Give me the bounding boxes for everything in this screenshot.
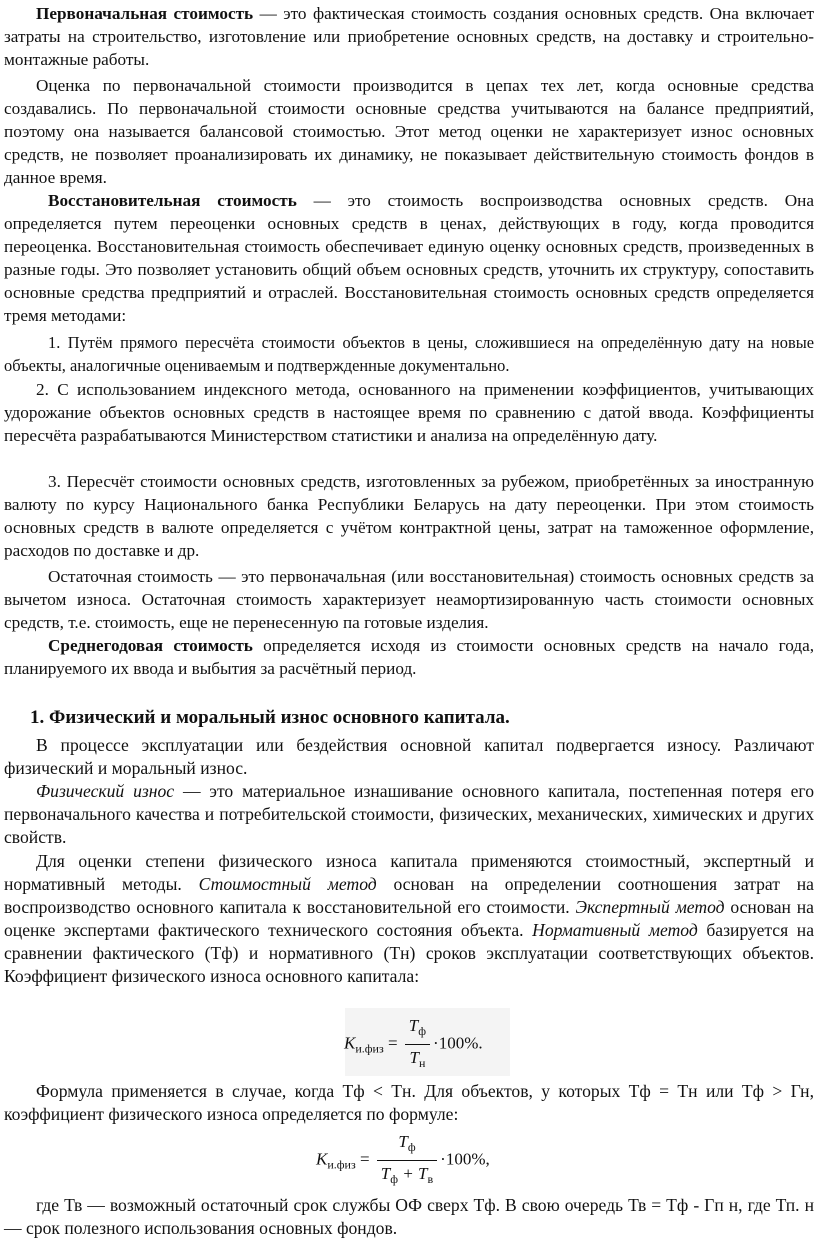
paragraph-replacement-cost: Восстановительная стоимость — это стоимость воспроизводства основных средств. Она определяется путем переоценки основных средств в ценах, действующих в году, когда проводится переоценка. Восстановительная стоимость обеспечивает единую оценку основных средств, произведенных в разные годы. Это позволяет установить общий объем основных средств, уточнить их структуру, сопоставить основные средства предприятий и отраслей. Восстановительная стоимость основных средств определяется тремя методами: [4,191,814,325]
formula-2-fraction: $\frac{T_ф}{T_ф + T_в}$ [377,1130,437,1191]
term-normative-method: Нормативный метод [532,920,698,940]
paragraph-initial-cost-evaluation: Оценка по первоначальной стоимости производится в цепах тех лет, когда основные средства создавались. По первоначальной стоимости основные средства учитываются на балансе предприятий, поэтому она называется балансовой стоимостью. Этот метод оценки не характеризует износ основных средств, не позволяет проанализировать их динамику, не показывает действительную стоимость фондов в данное время. [4,76,814,187]
term-average-annual-cost: Среднегодовая стоимость [48,636,253,655]
term-initial-cost: Первоначальная стоимость [36,4,254,23]
section-heading: 1. Физический и моральный износ основного капитала. [30,707,510,728]
paragraph-residual-cost: Остаточная стоимость — это первоначальная (или восстановительная) стоимость основных средств за вычетом износа. Остаточная стоимость характеризует неамортизированную часть стоимости основных средств, т.е. стоимость, еще не перенесенную па готовые изделия. [4,567,814,632]
term-expert-method: Экспертный метод [575,897,725,917]
method-item-3: 3. Пересчёт стоимости основных средств, изготовленных за рубежом, приобретённых за иностранную валюту по курсу Национального банка Республики Беларусь на дату переоценки. При этом стоимость основных средств в валюте определяется с учётом контрактной цены, затрат на таможенное оформление, расходов по доставке и др. [4,472,814,560]
paragraph-wear-methods: Для оценки степени физического износа капитала применяются стоимостный, экспертный и нормативный методы. Стоимостный метод основан на определении соотношения затрат на воспроизводство основного капитала к восстановительной его стоимости. Экспертный метод основан на оценке экспертами фактического технического состояния объекта. Нормативный метод базируется на сравнении фактического (Тф) и нормативного (Тн) сроков эксплуатации соответствующих объектов. Коэффициент физического износа основного капитала: [4,851,814,986]
paragraph-wear-intro: В процессе эксплуатации или бездействия основной капитал подвергается износу. Различают физический и моральный износ. [4,735,814,778]
paragraph-formula-condition: Формула применяется в случае, когда Тф < Тн. Для объектов, у которых Тф = Тн или Тф > Гн, коэффициент физического износа определяется по формуле: [4,1081,814,1124]
method-item-1: 1. Путём прямого пересчёта стоимости объектов в цены, сложившиеся на определённую дату на новые объекты, аналогичные оцениваемым и подтвержденные документально. [4,333,814,375]
paragraph-average-annual-cost: Среднегодовая стоимость определяется исходя из стоимости основных средств на начало года, планируемого их ввода и выбытия за расчётный период. [4,636,815,678]
term-replacement-cost: Восстановительная стоимость [48,191,297,210]
formula-wear-coefficient-1: $K_{и.физ}$ = $\frac{T_ф}{T_н}$ ·100%. [344,1014,483,1075]
paragraph-formula-note: где Тв — возможный остаточный срок службы ОФ сверх Тф. В свою очередь Тв = Тф - Гп н, где Тп. н — срок полезного использования основных фондов. [4,1195,814,1238]
paragraph-initial-cost: Первоначальная стоимость — это фактическая стоимость создания основных средств. Она включает затраты на строительство, изготовление или приобретение основных средств, на доставку и строительно-монтажные работы. [4,4,814,69]
formula-wear-coefficient-2: $K_{и.физ}$ = $\frac{T_ф}{T_ф + T_в}$ ·100%, [316,1130,490,1191]
term-cost-method: Стоимостный метод [198,874,377,894]
term-physical-wear: Физический износ [36,781,175,801]
formula-1-fraction: $\frac{T_ф}{T_н}$ [405,1014,430,1075]
method-item-2: 2. С использованием индексного метода, основанного на применении коэффициентов, учитывающих удорожание объектов основных средств в настоящее время по сравнению с датой ввода. Коэффициенты пересчёта разрабатываются Министерством статистики и анализа на определённую дату. [4,380,814,445]
paragraph-physical-wear: Физический износ — это материальное изнашивание основного капитала, постепенная потеря его первоначального качества и потребительской стоимости, физических, механических, химических и других свойств. [4,781,814,847]
